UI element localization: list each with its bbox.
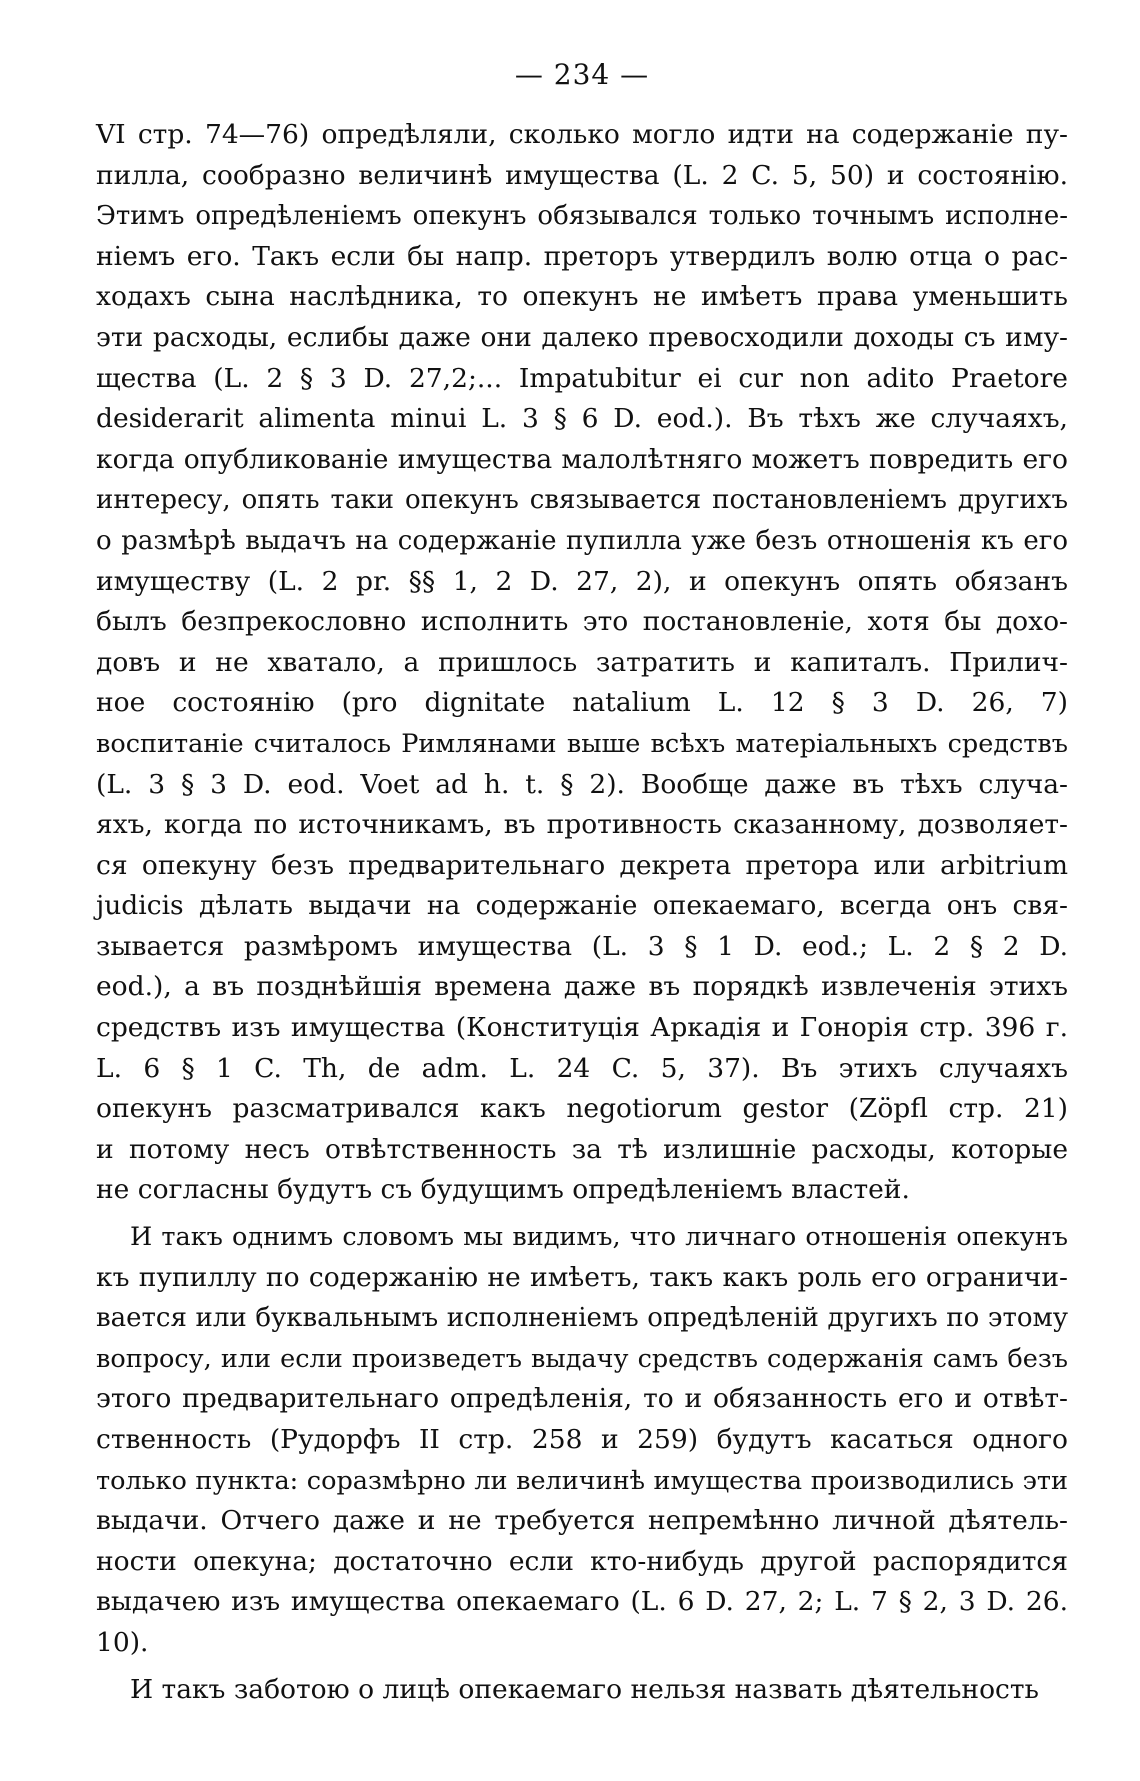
text-line: выдачею изъ имущества опекаемаго (L. 6 D. 27, 2; L. 7 § 2, 3 D. 26. bbox=[96, 1586, 1068, 1618]
text-line: L. 6 § 1 C. Th, de adm. L. 24 C. 5, 37). Въ этихъ случаяхъ bbox=[96, 1052, 1068, 1084]
text-line: довъ и не хватало, а пришлось затратить и капиталъ. Прилич- bbox=[96, 646, 1068, 678]
text-line: Этимъ опредѣленіемъ опекунъ обязывался только точнымъ исполне- bbox=[96, 201, 1068, 232]
text-line: не согласны будутъ съ будущимъ опредѣленіемъ властей. bbox=[96, 1174, 910, 1206]
page-number: — 234 — bbox=[514, 58, 650, 91]
paragraph bbox=[96, 1217, 1068, 1664]
text-line: зывается размѣромъ имущества (L. 3 § 1 D. eod.; L. 2 § 2 D. bbox=[96, 930, 1068, 962]
text-line: ственность (Рудорфъ II стр. 258 и 259) будутъ касаться одного bbox=[96, 1424, 1068, 1455]
text-line: judicis дѣлать выдачи на содержаніе опекаемаго, всегда онъ свя- bbox=[96, 890, 1068, 922]
text-line: вопросу, или если произведетъ выдачу средствъ содержанія самъ безъ bbox=[96, 1343, 1068, 1374]
text-line: И такъ заботою о лицѣ опекаемаго нельзя назвать дѣятельность bbox=[130, 1673, 1039, 1705]
text-line: былъ безпрекословно исполнить это постановленіе, хотя бы дохо- bbox=[96, 606, 1068, 638]
text-line: имуществу (L. 2 pr. §§ 1, 2 D. 27, 2), и опекунъ опять обязанъ bbox=[96, 565, 1068, 597]
text-line: (L. 3 § 3 D. eod. Voet ad h. t. § 2). Вообще даже въ тѣхъ случа- bbox=[96, 768, 1068, 800]
text-line: когда опубликованіе имущества малолѣтняго можетъ повредить его bbox=[96, 443, 1068, 475]
text-line: вается или буквальнымъ исполненіемъ опредѣленій другихъ по этому bbox=[96, 1303, 1068, 1334]
paragraph bbox=[96, 1670, 1068, 1711]
text-line: только пункта: соразмѣрно ли величинѣ имущества производились эти bbox=[96, 1465, 1068, 1496]
text-line: о размѣрѣ выдачъ на содержаніе пупилла уже безъ отношенія къ его bbox=[96, 525, 1068, 556]
text-line: яхъ, когда по источникамъ, въ противность сказанному, дозволяет- bbox=[96, 809, 1068, 841]
text-line: ніемъ его. Такъ если бы напр. преторъ утвердилъ волю отца о рас- bbox=[96, 240, 1068, 272]
text-line: щества (L. 2 § 3 D. 27,2;... Impatubitur ei cur non adito Praetore bbox=[96, 362, 1068, 394]
text-line: eod.), а въ позднѣйшія времена даже въ порядкѣ извлеченія этихъ bbox=[96, 971, 1068, 1003]
text-line: этого предварительнаго опредѣленія, то и обязанность его и отвѣт- bbox=[96, 1383, 1068, 1415]
body-text bbox=[96, 115, 1068, 1710]
text-line: ности опекуна; достаточно если кто-нибудь другой распорядится bbox=[96, 1545, 1068, 1577]
text-line: воспитаніе считалось Римлянами выше всѣхъ матеріальныхъ средствъ bbox=[96, 728, 1068, 759]
text-line: интересу, опять таки опекунъ связывается постановленіемъ другихъ bbox=[96, 485, 1068, 516]
text-line: выдачи. Отчего даже и не требуется непремѣнно личной дѣятель- bbox=[96, 1505, 1068, 1537]
text-line: VI стр. 74—76) опредѣляли, сколько могло идти на содержаніе пу- bbox=[96, 119, 1068, 150]
text-line: и потому несъ отвѣтственность за тѣ излишніе расходы, которые bbox=[96, 1133, 1068, 1165]
text-line: средствъ изъ имущества (Конституція Аркадія и Гонорія стр. 396 г. bbox=[96, 1012, 1068, 1044]
text-line: эти расходы, еслибы даже они далеко превосходили доходы съ иму- bbox=[96, 321, 1068, 353]
text-line: desiderarit alimenta minui L. 3 § 6 D. eod.). Въ тѣхъ же случаяхъ, bbox=[96, 403, 1068, 435]
text-line: къ пупиллу по содержанію не имѣетъ, такъ какъ роль его ограничи- bbox=[96, 1261, 1068, 1293]
text-line: ное состоянію (pro dignitate natalium L. 12 § 3 D. 26, 7) bbox=[96, 687, 1068, 719]
text-line: ся опекуну безъ предварительнаго декрета претора или arbitrium bbox=[96, 849, 1068, 881]
text-line: пилла, сообразно величинѣ имущества (L. 2 C. 5, 50) и состоянію. bbox=[96, 159, 1068, 191]
text-line: 10). bbox=[96, 1626, 149, 1658]
text-line: И такъ однимъ словомъ мы видимъ, что личнаго отношенія опекунъ bbox=[130, 1222, 1068, 1253]
text-line: опекунъ разсматривался какъ negotiorum gestor (Zöpfl стр. 21) bbox=[96, 1093, 1068, 1125]
text-line: ходахъ сына наслѣдника, то опекунъ не имѣетъ права уменьшить bbox=[96, 281, 1068, 313]
paragraph bbox=[96, 115, 1068, 1211]
